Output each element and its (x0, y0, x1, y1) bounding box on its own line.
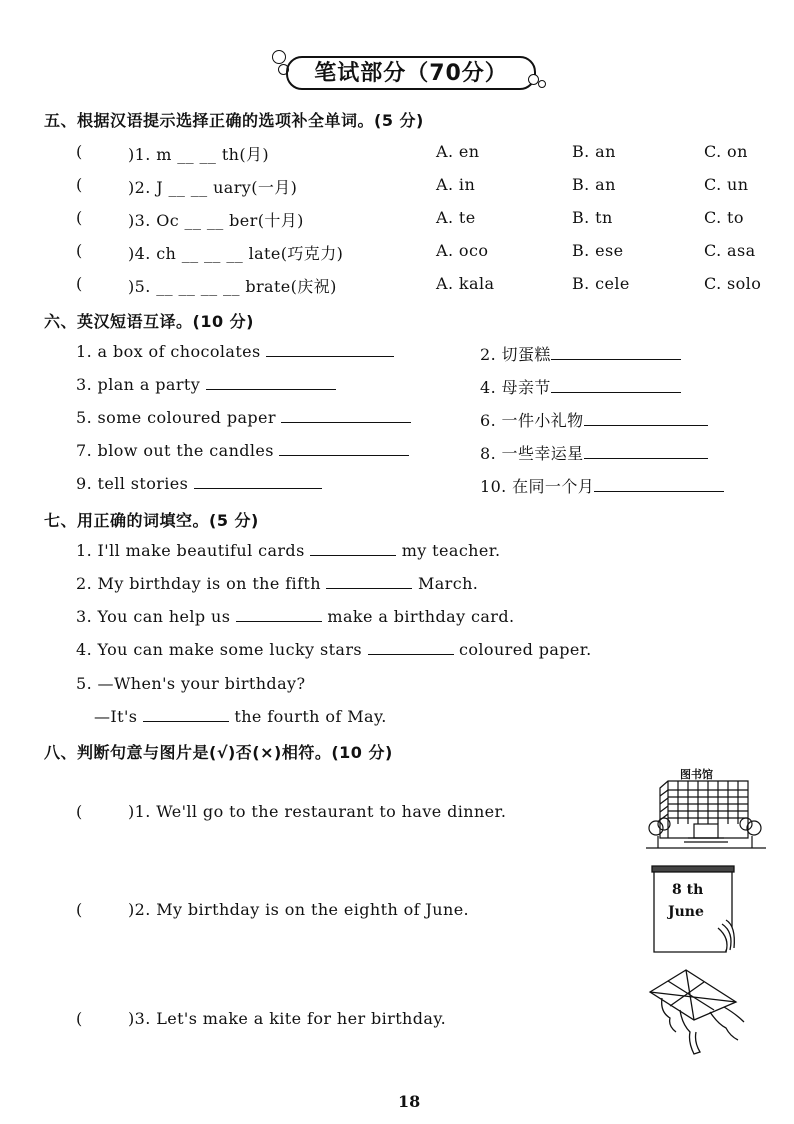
phrase-item (76, 474, 322, 493)
answer-blank[interactable] (206, 375, 336, 390)
answer-paren: ( (76, 274, 83, 293)
phrase-text: 10. 在同一个月 (480, 477, 595, 496)
question-stem: )5. __ __ __ __ brate(庆祝) (128, 277, 337, 296)
option-b: B. cele (572, 274, 630, 293)
phrase-item (480, 375, 681, 398)
fill-item (94, 707, 387, 726)
phrase-text: 7. blow out the candles (76, 441, 274, 460)
answer-paren[interactable]: ( (76, 900, 83, 919)
fill-text-after: March. (417, 574, 479, 593)
kite-picture (640, 962, 750, 1062)
fill-text-before: 1. I'll make beautiful cards (76, 541, 305, 560)
option-c: C. asa (704, 241, 756, 260)
answer-blank[interactable] (551, 378, 681, 393)
fill-text-before: 2. My birthday is on the fifth (76, 574, 321, 593)
fill-text-before: —It's (94, 707, 138, 726)
calendar-picture (648, 862, 738, 954)
fill-text-after: make a birthday card. (327, 607, 515, 626)
calendar-month: June (668, 904, 704, 920)
answer-paren: ( (76, 142, 83, 161)
answer-blank[interactable] (584, 444, 708, 459)
option-b: B. an (572, 175, 616, 194)
option-b: B. an (572, 142, 616, 161)
phrase-text: 6. 一件小礼物 (480, 411, 584, 430)
phrase-item (480, 474, 724, 497)
option-b: B. ese (572, 241, 624, 260)
fill-text-before: 5. —When's your birthday? (76, 674, 306, 693)
option-a: A. oco (436, 241, 489, 260)
option-b: B. tn (572, 208, 613, 227)
answer-paren: ( (76, 241, 83, 260)
phrase-text: 3. plan a party (76, 375, 201, 394)
phrase-text: 9. tell stories (76, 474, 189, 493)
phrase-item (76, 375, 336, 394)
fill-item (76, 574, 478, 593)
answer-blank[interactable] (368, 640, 454, 655)
section-6-heading: 六、英汉短语互译。(10 分) (44, 312, 254, 331)
answer-paren[interactable]: ( (76, 802, 83, 821)
section-8-heading: 八、判断句意与图片是(√)否(×)相符。(10 分) (44, 743, 393, 762)
option-a: A. te (436, 208, 476, 227)
phrase-text: 8. 一些幸运星 (480, 444, 584, 463)
kite-icon (640, 962, 750, 1062)
phrase-item (480, 342, 681, 365)
answer-blank[interactable] (194, 474, 322, 489)
answer-blank[interactable] (281, 408, 411, 423)
fill-text-after: my teacher. (401, 541, 501, 560)
question-stem: )1. m __ __ th(月) (128, 145, 270, 164)
phrase-text: 2. 切蛋糕 (480, 345, 551, 364)
phrase-item (480, 441, 708, 464)
answer-blank[interactable] (551, 345, 681, 360)
answer-blank[interactable] (143, 707, 229, 722)
answer-blank[interactable] (310, 541, 396, 556)
answer-blank[interactable] (594, 477, 724, 492)
option-a: A. in (436, 175, 476, 194)
answer-paren: ( (76, 208, 83, 227)
fill-text-after: coloured paper. (459, 640, 592, 659)
fill-text-before: 3. You can help us (76, 607, 231, 626)
phrase-text: 5. some coloured paper (76, 408, 276, 427)
answer-paren[interactable]: ( (76, 1009, 83, 1028)
judge-sentence: )3. Let's make a kite for her birthday. (128, 1009, 447, 1028)
judge-sentence: )1. We'll go to the restaurant to have dinner. (128, 802, 507, 821)
library-sign: 图书馆 (680, 768, 713, 781)
phrase-item (76, 408, 411, 427)
fill-text-after: the fourth of May. (234, 707, 387, 726)
phrase-text: 1. a box of chocolates (76, 342, 261, 361)
section-title-banner (272, 48, 550, 96)
answer-blank[interactable] (236, 607, 322, 622)
option-c: C. un (704, 175, 749, 194)
fill-item (76, 674, 305, 693)
question-stem: )4. ch __ __ __ late(巧克力) (128, 244, 344, 263)
option-c: C. solo (704, 274, 762, 293)
option-a: A. en (436, 142, 480, 161)
fill-text-before: 4. You can make some lucky stars (76, 640, 363, 659)
section-5-heading: 五、根据汉语提示选择正确的选项补全单词。(5 分) (44, 111, 424, 130)
question-stem: )2. J __ __ uary(一月) (128, 178, 298, 197)
phrase-item (480, 408, 708, 431)
phrase-item (76, 342, 394, 361)
page-title: 笔试部分（70分） (314, 61, 508, 86)
phrase-text: 4. 母亲节 (480, 378, 551, 397)
answer-paren: ( (76, 175, 83, 194)
section-7-heading: 七、用正确的词填空。(5 分) (44, 511, 259, 530)
phrase-item (76, 441, 409, 460)
library-picture (644, 766, 768, 850)
option-c: C. on (704, 142, 748, 161)
library-building-icon (644, 766, 768, 850)
option-a: A. kala (436, 274, 495, 293)
fill-item (76, 640, 592, 659)
calendar-day: 8 th (672, 882, 704, 898)
answer-blank[interactable] (266, 342, 394, 357)
answer-blank[interactable] (584, 411, 708, 426)
fill-item (76, 541, 501, 560)
page-number: 18 (398, 1092, 421, 1111)
option-c: C. to (704, 208, 744, 227)
answer-blank[interactable] (279, 441, 409, 456)
answer-blank[interactable] (326, 574, 412, 589)
judge-sentence: )2. My birthday is on the eighth of June. (128, 900, 470, 919)
fill-item (76, 607, 515, 626)
question-stem: )3. Oc __ __ ber(十月) (128, 211, 304, 230)
